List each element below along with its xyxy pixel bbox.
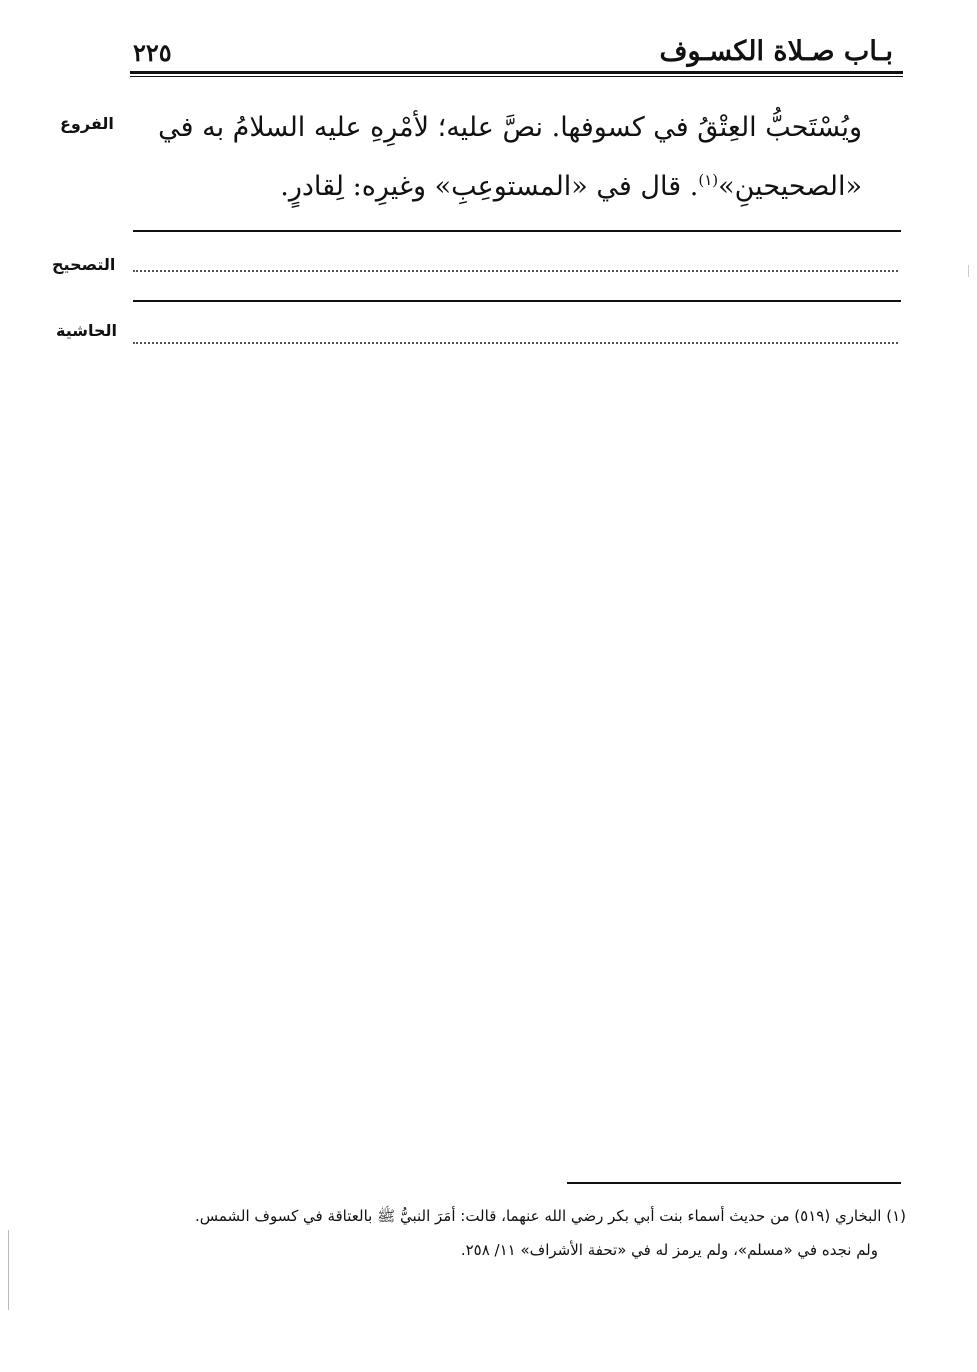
margin-label-tashih: التصحيح xyxy=(52,255,116,274)
margin-label-furu: الفروع xyxy=(60,114,114,133)
scan-artifact xyxy=(968,265,969,277)
section-divider xyxy=(133,300,901,302)
header-rule xyxy=(130,71,903,74)
page-number: ٢٢٥ xyxy=(133,38,172,67)
header-rule-thin xyxy=(130,76,903,77)
scan-artifact xyxy=(8,1230,9,1310)
main-text-line-2 xyxy=(140,154,862,213)
footnote-reference: (١) xyxy=(698,171,719,189)
footnote-separator xyxy=(567,1182,901,1184)
footnote-1-continuation: ولم نجده في «مسلم»، ولم يرمز له في «تحفة الأشراف» ١١/ ٢٥٨. xyxy=(460,1241,878,1259)
hashiya-dotted-line xyxy=(133,342,898,344)
main-text xyxy=(140,102,862,213)
cited-source: «الصحيحينِ» xyxy=(718,171,862,202)
margin-label-hashiya: الحاشية xyxy=(56,321,117,340)
main-text-line-1: ويُسْتَحبُّ العِتْقُ في كسوفها. نصَّ عليه؛ لأمْرِهِ عليه السلامُ به في xyxy=(158,112,862,143)
section-divider xyxy=(133,230,901,232)
footnotes xyxy=(136,1199,906,1267)
chapter-title: بـاب صـلاة الكسـوف xyxy=(659,36,893,67)
footnote-1: (١) البخاري (٥١٩) من حديث أسماء بنت أبي بكر رضي الله عنهما، قالت: أمَرَ النبيُّ ﷺ بالعتاقة في كسوف الشمس. xyxy=(194,1207,906,1225)
tashih-dotted-line xyxy=(133,270,898,272)
main-text-line-2-rest: . قال في «المستوعِبِ» وغيرِه: لِقادرٍ. xyxy=(280,171,699,202)
